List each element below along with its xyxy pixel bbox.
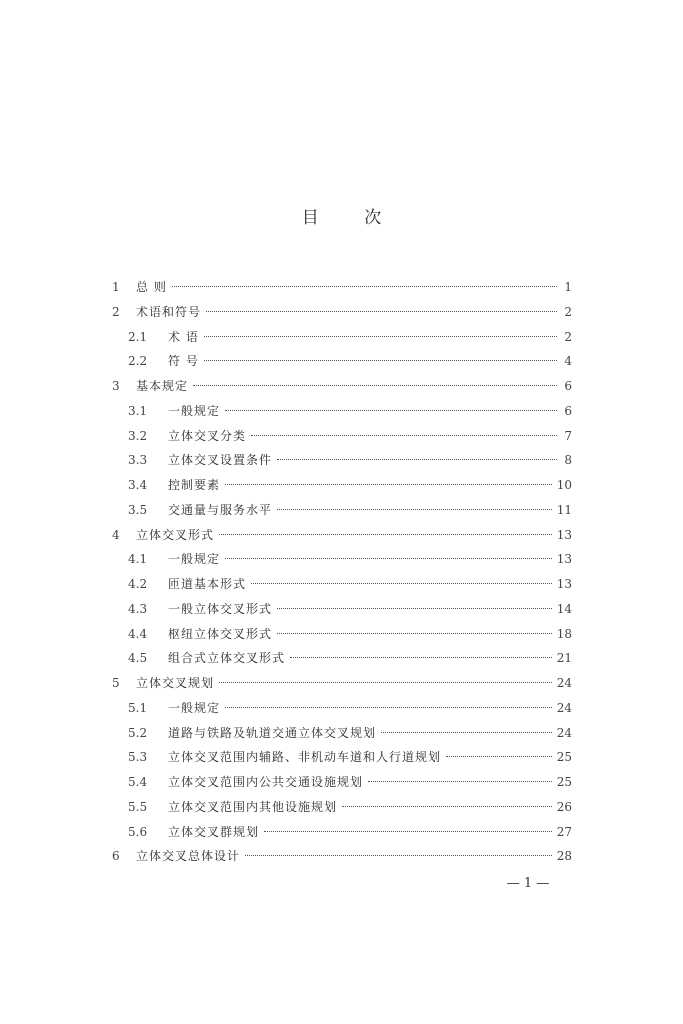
section-title: 术语和符号 [136, 304, 202, 319]
section-number: 4.1 [128, 552, 148, 567]
section-number: 3.2 [128, 428, 148, 443]
dot-leader [277, 608, 552, 609]
page-ref: 18 [556, 626, 572, 641]
section-title: 一般规定 [168, 403, 221, 418]
section-title: 道路与铁路及轨道交通立体交叉规划 [168, 725, 377, 740]
page-ref: 6 [564, 379, 572, 393]
toc-entry[interactable] [112, 721, 572, 746]
section-title: 匝道基本形式 [168, 577, 247, 591]
page-ref: 8 [564, 453, 572, 468]
page-ref: 21 [556, 651, 572, 666]
section-number: 6 [112, 849, 120, 864]
section-title: 立体交叉规划 [136, 676, 215, 690]
section-number: 5.6 [128, 824, 148, 839]
toc-entry[interactable] [112, 745, 572, 770]
section-title: 立体交叉设置条件 [168, 453, 273, 468]
section-number: 5.4 [128, 775, 148, 789]
section-title: 一般规定 [168, 552, 221, 567]
dot-leader [204, 360, 557, 361]
page-ref: 10 [556, 478, 572, 492]
page-ref: 6 [564, 403, 572, 418]
dot-leader [172, 286, 557, 287]
section-title: 枢纽立体交叉形式 [168, 626, 273, 641]
toc-entry[interactable] [112, 523, 572, 548]
dot-leader [277, 509, 552, 510]
dot-leader [193, 385, 557, 386]
section-title: 一般规定 [168, 700, 221, 715]
section-number: 3.4 [128, 478, 148, 492]
dot-leader [277, 633, 552, 634]
section-number: 4.5 [128, 651, 148, 666]
dot-leader [225, 707, 552, 708]
dot-leader [277, 459, 557, 460]
section-number: 4.2 [128, 577, 148, 591]
section-number: 4.4 [128, 626, 148, 641]
toc-entry[interactable] [112, 696, 572, 721]
toc-entry[interactable] [112, 671, 572, 696]
page-ref: 2 [564, 329, 572, 344]
dot-leader [225, 484, 552, 485]
page-ref: 2 [564, 304, 572, 319]
page-ref: 24 [556, 725, 572, 740]
section-number: 2.2 [128, 354, 148, 369]
section-number: 2.1 [128, 329, 148, 344]
page-ref: 14 [556, 601, 572, 616]
toc-entry[interactable] [112, 275, 572, 300]
page-number: — 1 — [506, 876, 550, 891]
section-number: 5.1 [128, 700, 148, 715]
section-number: 5.2 [128, 725, 148, 740]
page-ref: 24 [556, 700, 572, 715]
toc-entry[interactable] [112, 300, 572, 325]
section-number: 1 [112, 280, 120, 294]
page-ref: 24 [556, 676, 572, 690]
section-title: 立体交叉群规划 [168, 824, 260, 839]
page-ref: 4 [564, 354, 572, 369]
section-title: 基本规定 [136, 379, 189, 393]
section-title: 立体交叉范围内其他设施规划 [168, 799, 338, 814]
section-title: 立体交叉总体设计 [136, 849, 241, 864]
dot-leader [368, 781, 552, 782]
toc-entry[interactable] [112, 770, 572, 795]
page-ref: 13 [556, 552, 572, 567]
toc-entry[interactable] [112, 572, 572, 597]
page-title: 目 次 [301, 208, 402, 228]
dot-leader [204, 336, 557, 337]
toc-entry[interactable] [112, 325, 572, 350]
dot-leader [290, 657, 552, 658]
dot-leader [225, 558, 552, 559]
dot-leader [219, 682, 552, 683]
dot-leader [264, 831, 552, 832]
toc-entry[interactable] [112, 498, 572, 523]
page-ref: 13 [556, 577, 572, 591]
section-title: 总 则 [136, 280, 167, 294]
section-number: 4 [112, 527, 120, 542]
section-number: 4.3 [128, 601, 148, 616]
section-title: 一般立体交叉形式 [168, 601, 273, 616]
page-ref: 25 [556, 775, 572, 789]
section-title: 立体交叉范围内公共交通设施规划 [168, 775, 364, 789]
section-title: 立体交叉范围内辅路、非机动车道和人行道规划 [168, 750, 442, 765]
dot-leader [206, 311, 557, 312]
dot-leader [219, 534, 552, 535]
section-number: 3.1 [128, 403, 148, 418]
section-title: 立体交叉形式 [136, 527, 215, 542]
dot-leader [381, 732, 552, 733]
toc-entry[interactable] [112, 795, 572, 820]
toc-entry[interactable] [112, 349, 572, 374]
section-number: 5 [112, 676, 120, 690]
table-of-contents [112, 275, 572, 869]
page-ref: 26 [556, 799, 572, 814]
page-ref: 13 [556, 527, 572, 542]
section-number: 5.3 [128, 750, 148, 765]
section-title: 术 语 [168, 329, 199, 344]
toc-entry[interactable] [112, 820, 572, 845]
toc-entry[interactable] [112, 597, 572, 622]
dot-leader [251, 583, 552, 584]
page-ref: 25 [556, 750, 572, 765]
toc-entry[interactable] [112, 374, 572, 399]
section-number: 3.3 [128, 453, 148, 468]
dot-leader [225, 410, 557, 411]
toc-entry[interactable] [112, 547, 572, 572]
section-number: 5.5 [128, 799, 148, 814]
dot-leader [245, 855, 552, 856]
section-number: 3.5 [128, 502, 148, 517]
dot-leader [251, 435, 557, 436]
toc-entry[interactable] [112, 399, 572, 424]
page-ref: 7 [564, 428, 572, 443]
section-title: 符 号 [168, 354, 199, 369]
toc-entry[interactable] [112, 473, 572, 498]
toc-entry[interactable] [112, 844, 572, 869]
toc-entry[interactable] [112, 424, 572, 449]
section-title: 立体交叉分类 [168, 428, 247, 443]
section-number: 3 [112, 379, 120, 393]
dot-leader [446, 756, 552, 757]
dot-leader [342, 806, 552, 807]
page-ref: 27 [556, 824, 572, 839]
section-title: 控制要素 [168, 478, 221, 492]
section-title: 交通量与服务水平 [168, 502, 273, 517]
toc-entry[interactable] [112, 448, 572, 473]
toc-entry[interactable] [112, 622, 572, 647]
page-ref: 1 [564, 280, 572, 294]
section-number: 2 [112, 304, 120, 319]
page-ref: 28 [556, 849, 572, 864]
section-title: 组合式立体交叉形式 [168, 651, 286, 666]
toc-entry[interactable] [112, 646, 572, 671]
page-ref: 11 [556, 502, 572, 517]
